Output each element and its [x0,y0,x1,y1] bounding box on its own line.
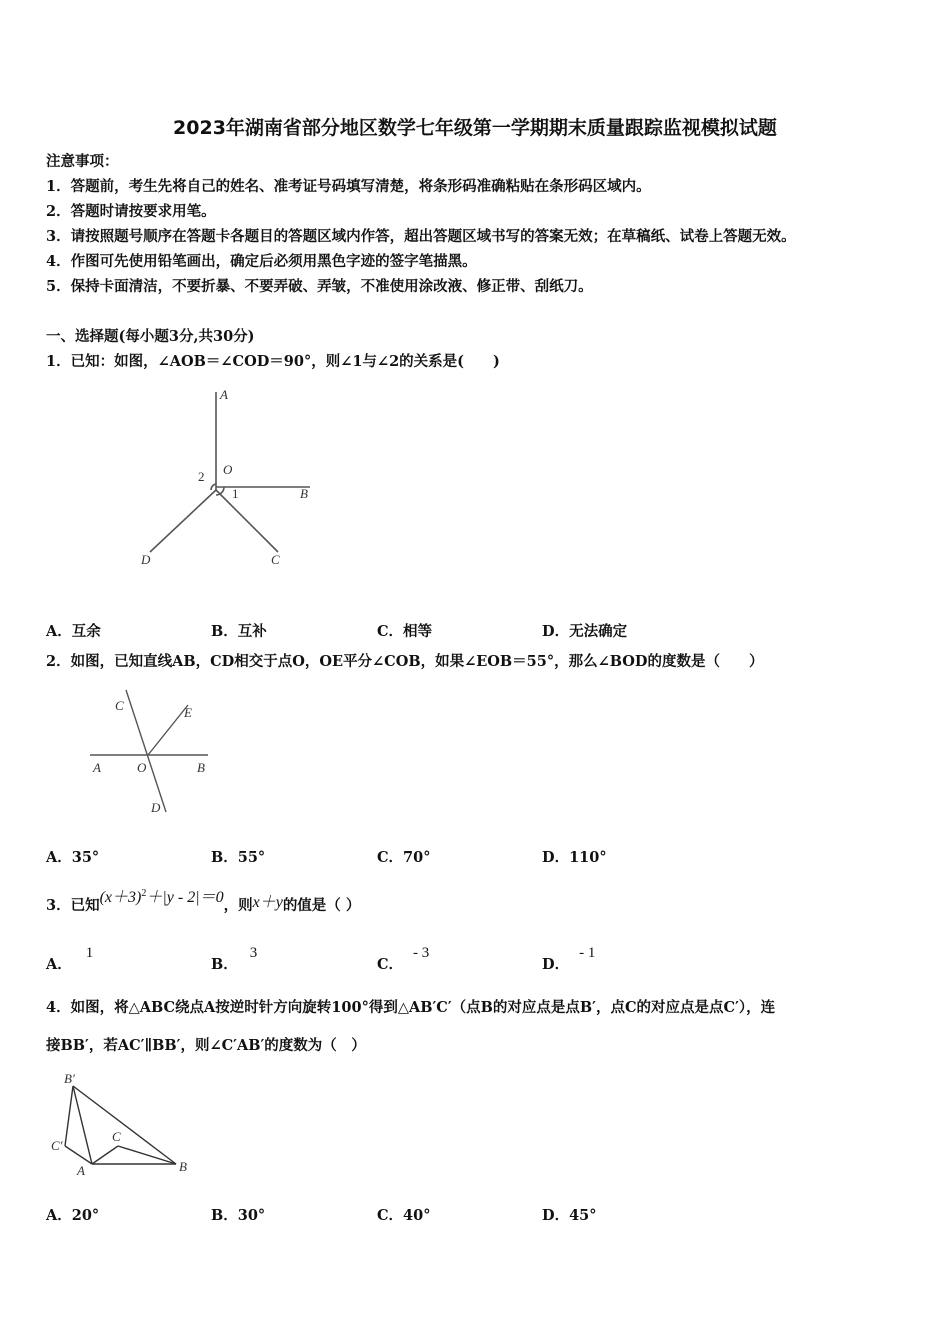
q2-option-c: C．70° [377,849,431,866]
q3-mid: ，则 [223,896,253,914]
q1-option-d: D．无法确定 [542,623,628,640]
q3-option-d-label: D． [542,956,570,973]
q3-option-a-label: A． [46,956,72,973]
q1-label-2: 2 [198,469,205,484]
q1-label-a: A [220,387,228,402]
q3-option-b-label: B． [211,956,238,973]
notice-item-1: 1．答题前，考生先将自己的姓名、准考证号码填写清楚，将条形码准确粘贴在条形码区域内。 [46,178,651,195]
q4-option-b: B．30° [211,1207,266,1224]
q1-option-a: A．互余 [46,623,101,640]
q4-option-a: A．20° [46,1207,100,1224]
q1-label-o: O [223,462,233,477]
q4-label-c: C [112,1129,121,1144]
q4-label-c-prime: C′ [51,1138,63,1153]
q3-prefix: 3．已知 [46,896,100,914]
q2-label-b: B [197,760,205,775]
q3-eq-exponent: 2 [141,888,147,899]
section-heading: 一、选择题(每小题3分,共30分) [46,328,255,345]
q3-suffix: 的值是（ ） [282,896,361,914]
q3-option-c-label: C． [377,956,404,973]
notice-item-3: 3．请按照题号顺序在答题卡各题目的答题区域内作答，超出答题区域书写的答案无效；在草稿纸、试卷上答题无效。 [46,228,796,245]
q3-eq-part-a: (x＋3) [99,888,142,906]
q2-label-c: C [115,698,124,713]
q2-option-a: A．35° [46,849,100,866]
q4-option-d: D．45° [542,1207,597,1224]
q1-label-1: 1 [232,486,239,501]
question-4-line-1: 4．如图，将△ABC绕点A按逆时针方向旋转100°得到△AB′C′（点B的对应点是点B′，点C的对应点是点C′），连 [46,999,776,1016]
q3-option-c-value: - 3 [413,945,430,961]
q3-option-d-value: - 1 [579,945,596,961]
q2-option-b: B．55° [211,849,266,866]
page-title: 2023年湖南省部分地区数学七年级第一学期期末质量跟踪监视模拟试题 [173,117,777,139]
q3-eq-part-b: ＋|y - 2|＝0 [146,888,224,906]
notice-item-4: 4．作图可先使用铅笔画出，确定后必须用黑色字迹的签字笔描黑。 [46,253,477,270]
question-1-text: 1．已知：如图，∠AOB＝∠COD＝90°，则∠1与∠2的关系是( ) [46,353,500,370]
q4-option-c: C．40° [377,1207,431,1224]
q4-label-b: B [179,1159,187,1174]
q2-label-e: E [184,705,192,720]
q2-label-o: O [137,760,147,775]
notice-item-2: 2．答题时请按要求用笔。 [46,203,216,220]
question-2-text: 2．如图，已知直线AB，CD相交于点O，OE平分∠COB，如果∠EOB＝55°，那么∠BOD的度数是（ ） [46,653,764,670]
q1-option-b: B．互补 [211,623,267,640]
q2-option-d: D．110° [542,849,607,866]
q3-option-b-value: 3 [249,945,258,961]
question-4-line-2: 接BB′，若AC′∥BB′，则∠C′AB′的度数为（ ） [46,1037,366,1054]
q2-label-d: D [151,800,161,815]
notice-heading: 注意事项： [46,153,119,170]
q1-label-b: B [300,486,308,501]
q1-option-c: C．相等 [377,623,433,640]
q2-label-a: A [93,760,101,775]
q4-label-a: A [77,1163,85,1178]
q4-label-b-prime: B′ [64,1071,75,1086]
notice-item-5: 5．保持卡面清洁，不要折暴、不要弄破、弄皱，不准使用涂改液、修正带、刮纸刀。 [46,278,593,295]
q3-expression: x＋y [252,893,283,911]
q1-label-d: D [141,552,151,567]
q3-option-a-value: 1 [85,945,94,961]
q1-label-c: C [271,552,280,567]
